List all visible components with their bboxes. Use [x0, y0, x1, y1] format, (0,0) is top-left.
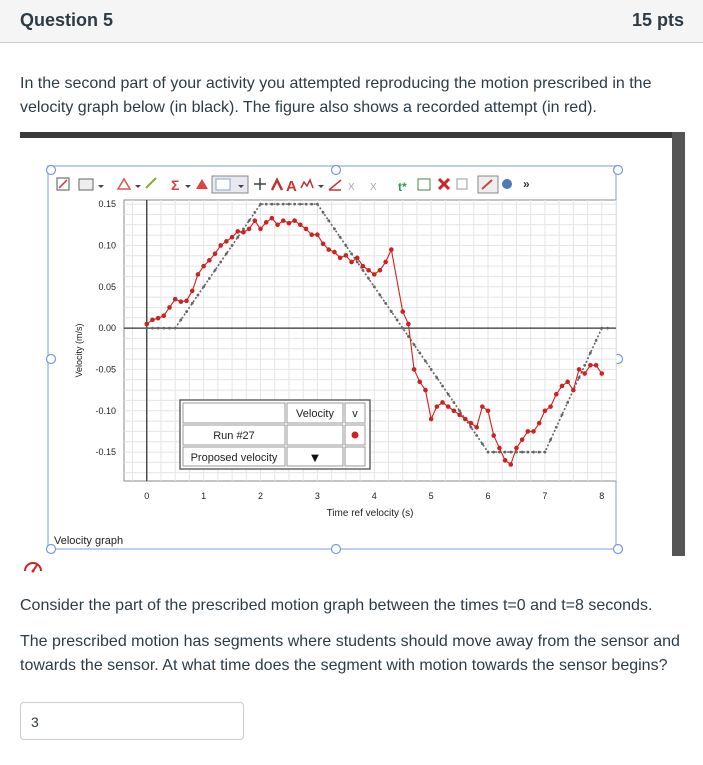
run-27-point	[412, 367, 417, 372]
proposed-velocity-point	[248, 219, 251, 222]
resize-handle[interactable]	[332, 166, 341, 175]
run-27-point	[344, 253, 349, 258]
run-27-point	[241, 230, 246, 235]
question-header	[0, 0, 703, 43]
proposed-velocity-point	[231, 244, 234, 247]
proposed-velocity-point	[265, 203, 268, 206]
run-27-point	[304, 227, 309, 232]
proposed-velocity-point	[504, 451, 507, 454]
dropdown-arrow-icon[interactable]	[135, 185, 141, 188]
run-27-point	[531, 429, 536, 434]
proposed-velocity-point	[197, 294, 200, 297]
run-27-point	[372, 272, 377, 277]
proposed-velocity-point	[492, 451, 495, 454]
legend-velocity-label: Velocity	[296, 408, 334, 420]
run-27-point	[224, 239, 229, 244]
proposed-velocity-point	[219, 261, 222, 264]
run-27-point	[429, 417, 434, 422]
delete-icon[interactable]	[439, 179, 449, 189]
plot-area	[74, 199, 616, 519]
x-tick-label: 8	[599, 491, 605, 501]
resize-handle[interactable]	[47, 166, 56, 175]
run-27-point	[514, 446, 519, 451]
copy-icon[interactable]	[457, 179, 467, 189]
run-27-point	[275, 222, 280, 227]
crosshair-icon[interactable]	[254, 178, 266, 190]
y-tick-label: -0.05	[95, 364, 116, 375]
proposed-velocity-point	[390, 310, 393, 313]
proposed-velocity-point	[470, 426, 473, 429]
run-27-point	[292, 218, 297, 223]
run-27-point	[520, 437, 525, 442]
proposed-velocity-point	[578, 376, 581, 379]
run-27-point	[400, 309, 405, 314]
proposed-velocity-point	[532, 451, 535, 454]
run-27-point	[474, 425, 479, 430]
run-27-point	[423, 388, 428, 393]
proposed-velocity-point	[521, 451, 524, 454]
run-27-point	[190, 289, 195, 294]
proposed-velocity-point	[179, 318, 182, 321]
legend-run-label: Run #27	[213, 430, 255, 442]
y-tick-label: -0.15	[95, 447, 116, 458]
proposed-velocity-point	[344, 244, 347, 247]
run-27-point	[577, 367, 582, 372]
proposed-velocity-point	[595, 339, 598, 342]
run-27-point	[230, 235, 235, 240]
run-27-point	[247, 227, 252, 232]
run-27-point	[571, 388, 576, 393]
run-27-point	[235, 229, 240, 234]
proposed-velocity-point	[157, 327, 160, 330]
resize-handle[interactable]	[47, 355, 56, 364]
proposed-velocity-point	[447, 393, 450, 396]
figure-panel	[20, 132, 672, 556]
dropdown-arrow-icon[interactable]	[185, 185, 191, 188]
question-title: Question 5	[20, 10, 114, 30]
run-27-point	[281, 218, 286, 223]
scatter-icon	[216, 179, 230, 190]
wave-icon[interactable]	[301, 180, 313, 188]
x-tick-label: 0	[144, 491, 150, 501]
figure-frame	[20, 132, 685, 556]
run-27-point	[457, 413, 462, 418]
run-27-point	[378, 268, 383, 273]
y-tick-label: 0.10	[98, 240, 116, 251]
run-27-point	[332, 250, 337, 255]
run-27-point	[150, 318, 155, 323]
run-27-point	[287, 221, 292, 226]
run-27-point	[480, 404, 485, 409]
run-27-point	[167, 305, 172, 310]
angle-icon[interactable]	[329, 180, 341, 190]
run-27-point	[270, 216, 275, 221]
run-27-point	[201, 264, 206, 269]
proposed-velocity-point	[481, 442, 484, 445]
delta-icon[interactable]	[196, 179, 208, 189]
proposed-velocity-point	[566, 401, 569, 404]
prompt-text-2: The prescribed motion has segments where students should move away from the sensor and towards the sensor. At what time does the segment with motion towards the sensor begins?	[20, 633, 680, 674]
graph-toolbar	[57, 176, 530, 195]
proposed-velocity-point	[333, 228, 336, 231]
resize-handle[interactable]	[614, 545, 623, 554]
run-27-point	[253, 218, 258, 223]
run-27-point	[543, 408, 548, 413]
proposed-velocity-point	[401, 327, 404, 330]
proposed-velocity-point	[168, 327, 171, 330]
run-27-point	[338, 256, 343, 261]
legend-header-cell	[183, 403, 285, 423]
run-27-point	[361, 264, 366, 269]
run-27-point	[179, 299, 184, 304]
proposed-velocity-point	[606, 327, 609, 330]
prompt-text-1: Consider the part of the prescribed motion graph between the times t=0 and t=8 seconds.	[20, 597, 653, 614]
run-27-point	[440, 400, 445, 405]
dropdown-arrow-icon[interactable]	[98, 185, 104, 188]
legend-proposed-label: Proposed velocity	[190, 452, 278, 464]
export-icon[interactable]	[79, 179, 93, 190]
y-tick-label: 0.15	[98, 199, 116, 210]
proposed-marker-icon: ▼	[311, 453, 319, 464]
run-27-point	[446, 404, 451, 409]
answer-input[interactable]: 3	[20, 702, 244, 740]
y-tick-label: 0.00	[98, 323, 116, 334]
run-27-point	[156, 316, 161, 321]
run-27-point	[565, 380, 570, 385]
proposed-velocity-point	[327, 219, 330, 222]
run-27-point	[383, 260, 388, 265]
question-points: 15 pts	[631, 10, 684, 30]
x-axis-label: Time ref velocity (s)	[326, 508, 414, 519]
proposed-velocity-point	[413, 343, 416, 346]
legend-proposed-marker-cell	[345, 447, 365, 466]
proposed-velocity-point	[561, 413, 564, 416]
run-27-point	[162, 313, 167, 318]
proposed-velocity-point	[430, 368, 433, 371]
proposed-velocity-point	[549, 438, 552, 441]
proposed-velocity-point	[350, 252, 353, 255]
triangle-icon[interactable]	[118, 179, 130, 189]
run-27-point	[508, 462, 513, 467]
run-27-point	[554, 392, 559, 397]
proposed-velocity-point	[288, 203, 291, 206]
run-27-point	[435, 404, 440, 409]
resize-handle[interactable]	[332, 545, 341, 554]
run-27-point	[144, 322, 149, 327]
run-27-point	[497, 446, 502, 451]
x-tick-label: 6	[485, 491, 491, 501]
run-27-point	[503, 458, 508, 463]
proposed-velocity-point	[202, 285, 205, 288]
proposed-velocity-point	[310, 203, 313, 206]
proposed-velocity-point	[259, 203, 262, 206]
proposed-velocity-point	[299, 203, 302, 206]
y-axis-label: Velocity (m/s)	[74, 323, 84, 378]
run-27-point	[258, 227, 263, 232]
proposed-velocity-point	[236, 236, 239, 239]
proposed-velocity-point	[555, 426, 558, 429]
proposed-velocity-point	[583, 364, 586, 367]
proposed-velocity-point	[191, 302, 194, 305]
run-27-point	[526, 429, 531, 434]
proposed-velocity-point	[174, 327, 177, 330]
run-27-point	[207, 258, 212, 263]
proposed-velocity-point	[424, 360, 427, 363]
x-tick-label: 5	[428, 491, 434, 501]
proposed-velocity-point	[145, 327, 148, 330]
fit-y-icon[interactable]: X	[370, 182, 377, 193]
x-tick-label: 2	[258, 491, 264, 501]
y-tick-label: 0.05	[98, 281, 116, 292]
run-27-point	[218, 243, 223, 248]
run-27-point	[349, 260, 354, 265]
run-27-point	[309, 232, 314, 237]
proposed-velocity-point	[253, 211, 256, 214]
proposed-velocity-point	[276, 203, 279, 206]
run-27-point	[366, 268, 371, 273]
proposed-velocity-point	[322, 211, 325, 214]
run-marker-icon	[352, 432, 359, 439]
gear-icon[interactable]	[502, 179, 512, 189]
proposed-velocity-point	[379, 294, 382, 297]
run-27-point	[486, 408, 491, 413]
proposed-velocity-point	[208, 277, 211, 280]
run-27-point	[355, 256, 360, 261]
proposed-velocity-point	[214, 269, 217, 272]
proposed-velocity-point	[441, 385, 444, 388]
proposed-velocity-point	[526, 451, 529, 454]
wand-icon[interactable]	[146, 178, 156, 188]
y-tick-label: -0.10	[95, 405, 116, 416]
proposed-velocity-point	[373, 285, 376, 288]
run-27-point	[315, 232, 320, 237]
run-27-point	[326, 247, 331, 252]
run-27-point	[406, 322, 411, 327]
proposed-velocity-point	[600, 327, 603, 330]
proposed-velocity-point	[487, 451, 490, 454]
peak-icon[interactable]	[272, 180, 282, 190]
run-27-point	[463, 417, 468, 422]
toolbar-more-icon[interactable]: »	[523, 177, 530, 191]
run-27-point	[196, 272, 201, 277]
run-27-point	[582, 371, 587, 376]
table-icon[interactable]	[418, 179, 430, 190]
x-tick-label: 4	[371, 491, 377, 501]
x-tick-label: 1	[201, 491, 207, 501]
intro-text: In the second part of your activity you attempted reproducing the motion prescribed in the velocity graph below (in black). The figure also shows a recorded attempt (in red).	[20, 75, 652, 116]
resize-handle[interactable]	[614, 166, 623, 175]
proposed-velocity-point	[458, 409, 461, 412]
run-27-point	[588, 363, 593, 368]
run-27-point	[321, 242, 326, 247]
run-27-point	[469, 421, 474, 426]
proposed-velocity-point	[435, 376, 438, 379]
proposed-velocity-point	[282, 203, 285, 206]
annotation-icon[interactable]: A	[286, 178, 297, 195]
velocity-graph-widget	[20, 138, 672, 562]
run-27-point	[213, 251, 218, 256]
proposed-velocity-point	[151, 327, 154, 330]
proposed-velocity-point	[242, 228, 245, 231]
run-27-point	[560, 384, 565, 389]
sigma-icon[interactable]: Σ	[171, 177, 180, 193]
x-tick-label: 7	[542, 491, 548, 501]
run-27-point	[537, 421, 542, 426]
run-27-point	[417, 380, 422, 385]
proposed-velocity-point	[356, 261, 359, 264]
proposed-velocity-point	[316, 203, 319, 206]
proposed-velocity-point	[185, 310, 188, 313]
graph-title-label: Velocity graph	[54, 535, 124, 547]
run-27-point	[389, 247, 394, 252]
proposed-velocity-point	[270, 203, 273, 206]
legend-run-cell	[287, 425, 343, 445]
proposed-velocity-point	[538, 451, 541, 454]
dropdown-arrow-icon[interactable]	[318, 185, 324, 188]
proposed-velocity-point	[396, 318, 399, 321]
run-27-point	[184, 299, 189, 304]
run-27-point	[452, 408, 457, 413]
fit-x-icon[interactable]: X	[348, 182, 355, 193]
proposed-velocity-point	[361, 269, 364, 272]
proposed-velocity-point	[475, 434, 478, 437]
proposed-velocity-point	[293, 203, 296, 206]
proposed-velocity-point	[384, 302, 387, 305]
run-27-point	[173, 297, 178, 302]
run-27-point	[491, 433, 496, 438]
x-tick-label: 3	[314, 491, 320, 501]
run-27-point	[599, 371, 604, 376]
proposed-velocity-point	[452, 401, 455, 404]
run-27-point	[548, 404, 553, 409]
run-27-point	[298, 222, 303, 227]
proposed-velocity-point	[162, 327, 165, 330]
proposed-velocity-point	[305, 203, 308, 206]
legend-table	[180, 400, 370, 469]
run-27-point	[594, 363, 599, 368]
proposed-velocity-point	[544, 451, 547, 454]
proposed-velocity-point	[225, 252, 228, 255]
proposed-velocity-point	[509, 451, 512, 454]
proposed-velocity-point	[418, 351, 421, 354]
proposed-velocity-point	[339, 236, 342, 239]
legend-dropdown-label[interactable]: v	[352, 408, 358, 420]
proposed-velocity-point	[367, 277, 370, 280]
add-point-icon[interactable]: t*	[398, 180, 407, 194]
run-27-point	[264, 220, 269, 225]
proposed-velocity-point	[589, 351, 592, 354]
speedometer-icon[interactable]	[22, 558, 44, 574]
